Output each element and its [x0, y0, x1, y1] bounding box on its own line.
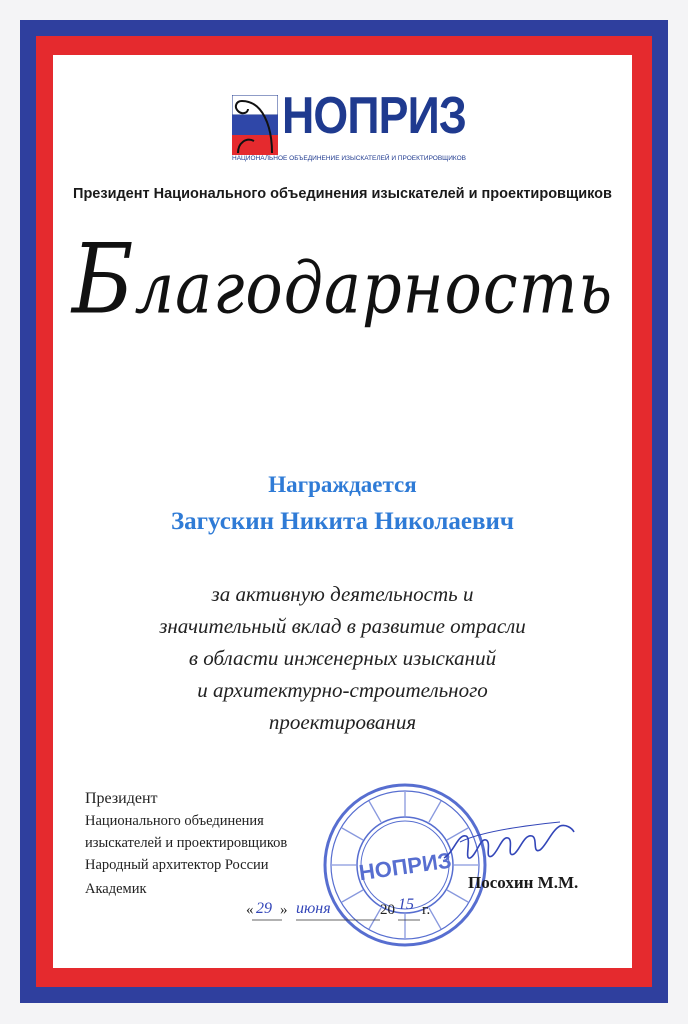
reason-line: за активную деятельность и	[211, 582, 474, 606]
signatory-line: Национального объединения	[85, 813, 264, 829]
date-year-prefix: 20	[380, 902, 395, 918]
issue-date	[246, 896, 446, 926]
reason-line: в области инженерных изысканий	[188, 646, 497, 670]
signatory-line: Академик	[85, 881, 147, 897]
reason-line: значительный вклад в развитие отрасли	[159, 614, 526, 638]
date-day: 29	[256, 900, 272, 917]
flag-spiral-icon	[232, 95, 278, 155]
heading-initial: Б	[71, 222, 135, 336]
president-title: Президент Национального объединения изыскателей и проектировщиков	[73, 186, 612, 202]
date-open-quote: «	[246, 902, 254, 918]
reason-line: проектирования	[268, 710, 417, 734]
signatory-line: изыскателей и проектировщиков	[85, 835, 288, 851]
nopriz-logo	[232, 87, 467, 164]
reason-line: и архитектурно-строительного	[197, 678, 488, 702]
date-month: июня	[296, 900, 331, 917]
signatory-name: Посохин М.М.	[468, 873, 579, 892]
logo-subtitle: НАЦИОНАЛЬНОЕ ОБЪЕДИНЕНИЕ ИЗЫСКАТЕЛЕЙ И ПРОЕКТИРОВЩИКОВ	[232, 155, 467, 162]
heading-rest: лагодарность	[134, 245, 614, 330]
date-underline	[252, 918, 442, 922]
recipient-name: Загускин Никита Николаевич	[170, 508, 515, 535]
signatory-line: Народный архитектор России	[85, 857, 269, 873]
signatory-line: Президент	[85, 790, 158, 807]
handwritten-signature	[440, 812, 580, 872]
signatory-titles	[85, 788, 345, 900]
date-close-quote: »	[280, 902, 288, 918]
certificate-heading	[53, 223, 632, 336]
award-reason	[53, 578, 632, 738]
awarded-label: Награждается	[268, 472, 417, 497]
date-year-suffix: 15	[398, 896, 414, 913]
date-suffix: г.	[422, 902, 431, 918]
logo-wordmark: НОПРИЗ	[282, 87, 467, 145]
stamp-center-text: НОПРИЗ	[357, 847, 454, 886]
